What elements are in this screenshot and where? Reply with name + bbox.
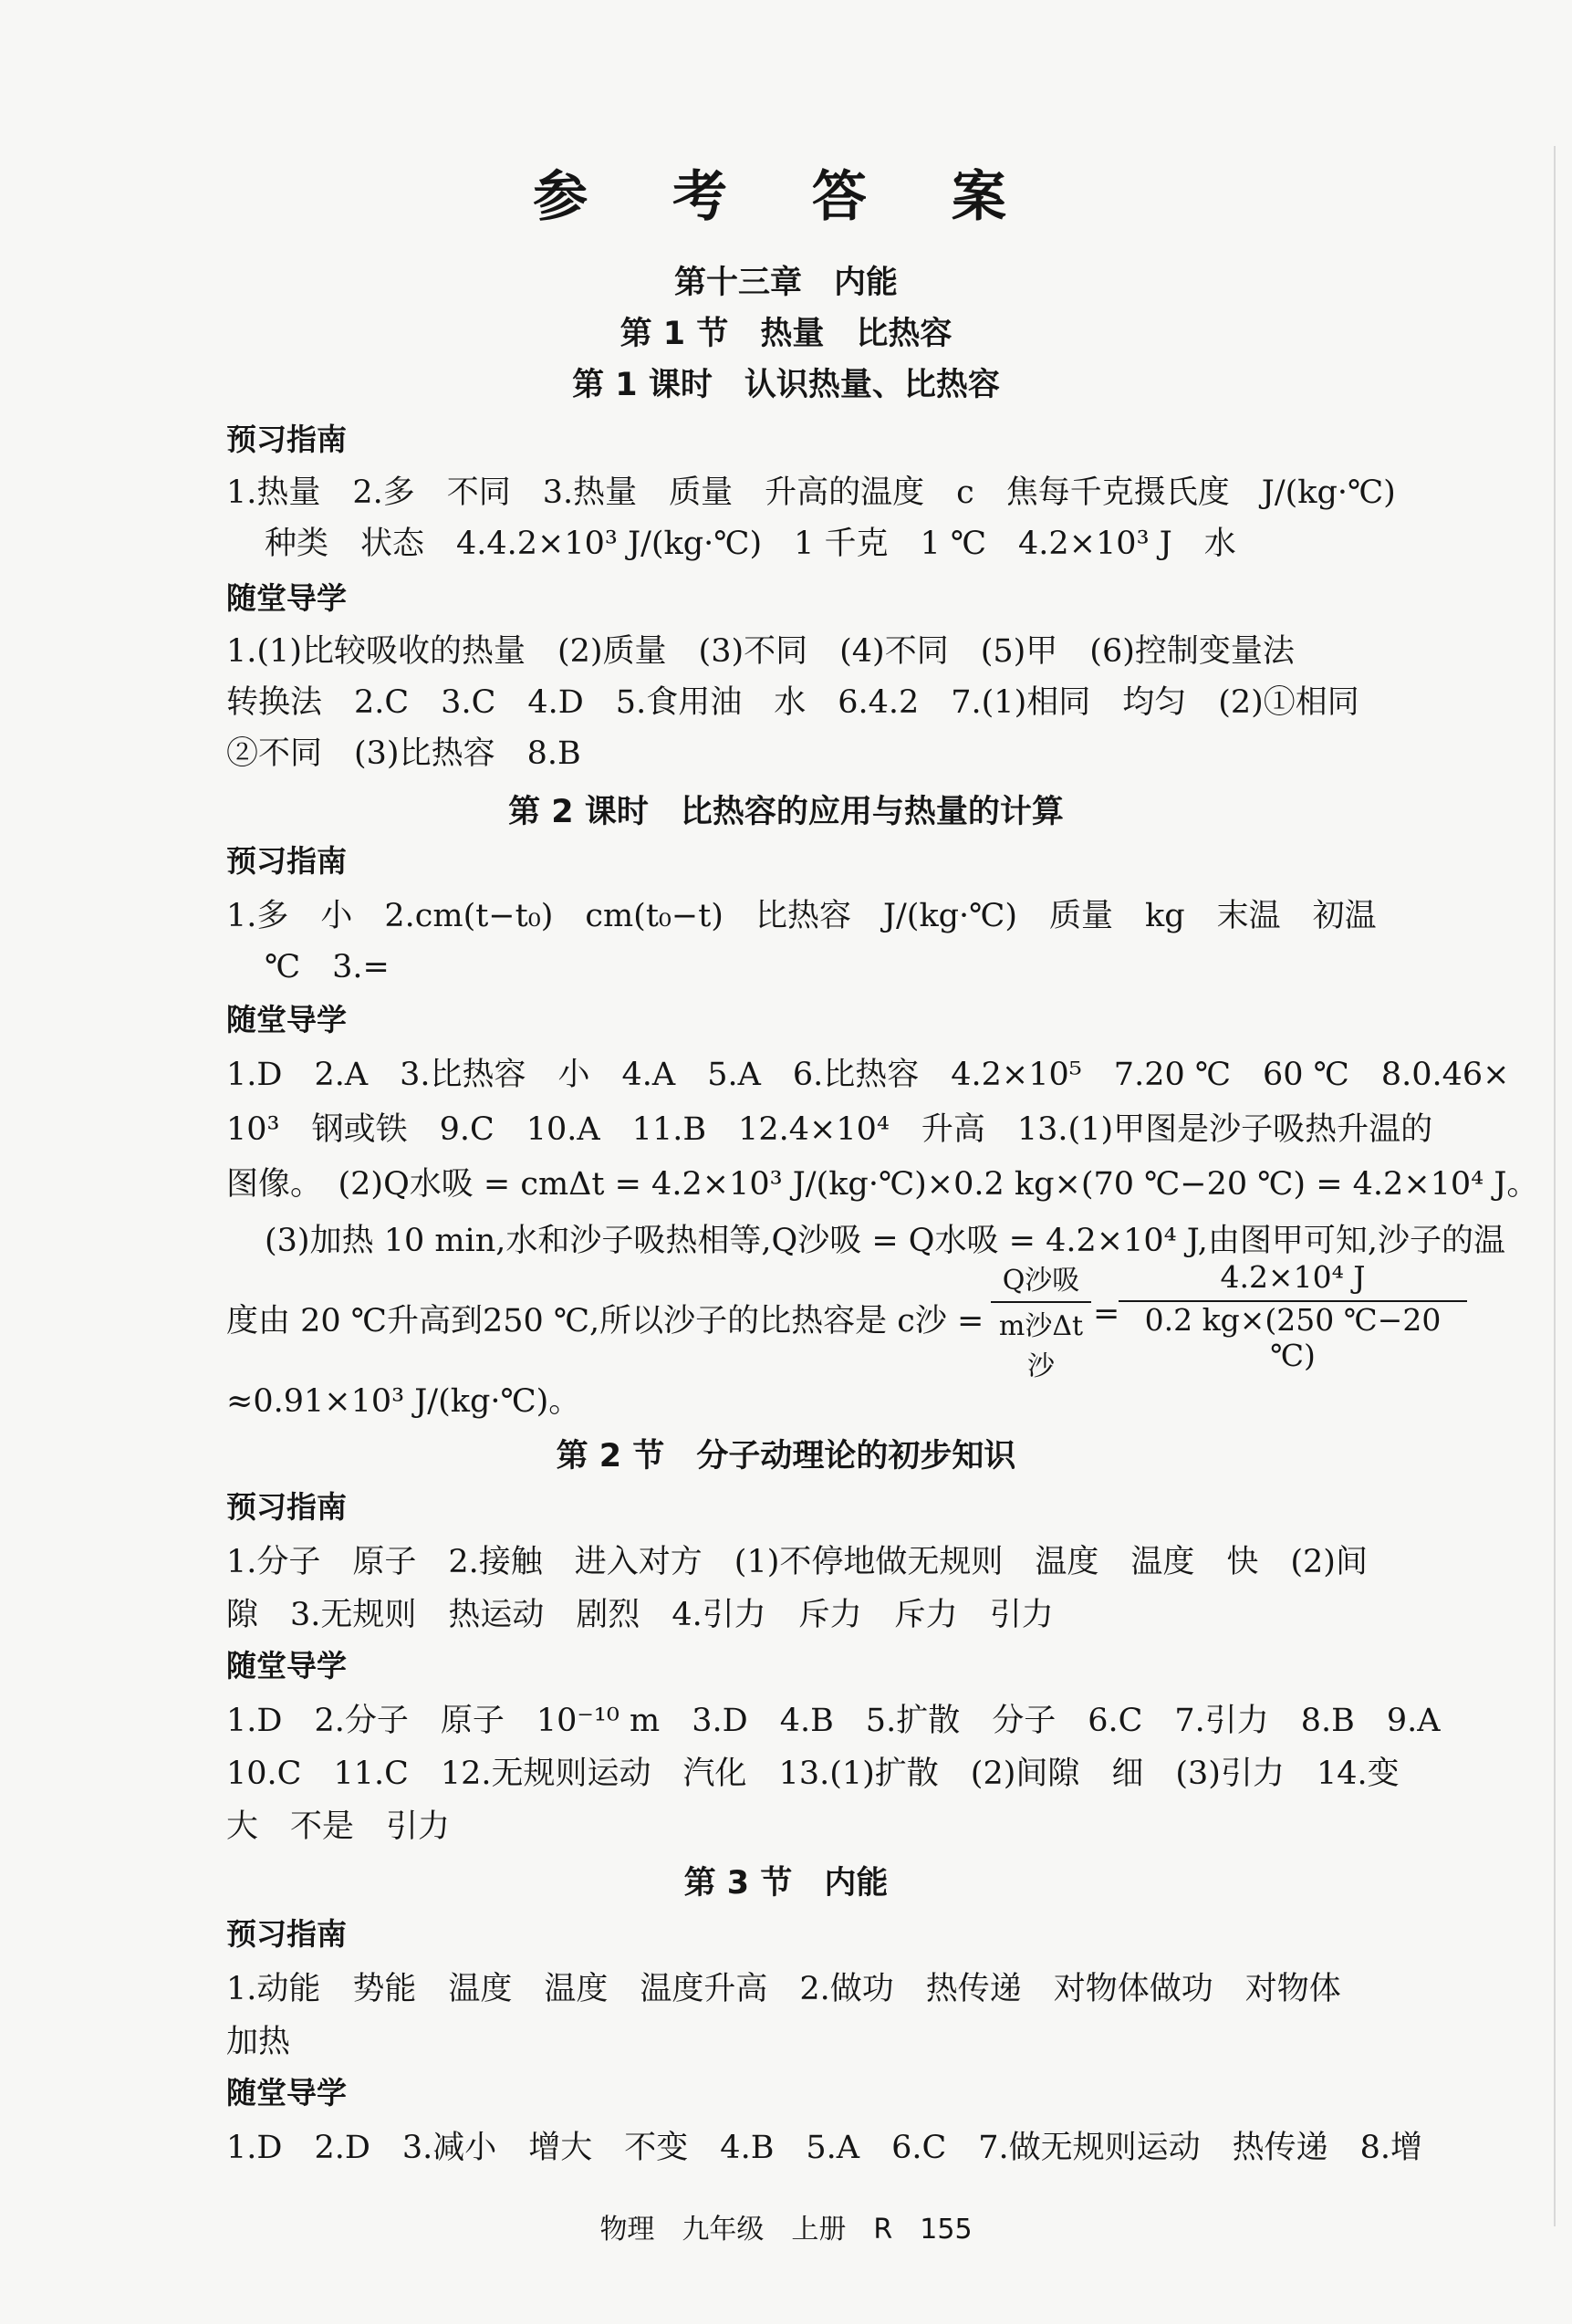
- answer-line: 1.多 小 2.cm(t−t₀) cm(t₀−t) 比热容 J/(kg·℃) 质量 kg 末温 初温: [226, 898, 1377, 934]
- lesson-1-heading: 第 1 课时 认识热量、比热容: [572, 367, 1000, 403]
- answer-line: 1.(1)比较吸收的热量 (2)质量 (3)不同 (4)不同 (5)甲 (6)控制变量法: [226, 633, 1295, 670]
- answer-line: ≈0.91×10³ J/(kg·℃)。: [226, 1383, 581, 1420]
- answer-line: 1.D 2.A 3.比热容 小 4.A 5.A 6.比热容 4.2×10⁵ 7.20 ℃ 60 ℃ 8.0.46×: [226, 1057, 1510, 1093]
- fraction-2-denominator: 0.2 kg×(250 ℃−20 ℃): [1144, 1302, 1442, 1373]
- answer-line: 大 不是 引力: [226, 1808, 451, 1845]
- preview-label: 预习指南: [226, 422, 347, 457]
- answer-line: 加热: [226, 2024, 291, 2060]
- answer-line: 种类 状态 4.4.2×10³ J/(kg·℃) 1 千克 1 ℃ 4.2×10³ J 水: [265, 526, 1236, 562]
- specific-heat-equation: [226, 1259, 1467, 1382]
- fraction-1: [991, 1257, 1091, 1383]
- page-title: 参 考 答 案: [533, 165, 1039, 229]
- answer-line: 1.动能 势能 温度 温度 温度升高 2.做功 热传递 对物体做功 对物体: [226, 1971, 1341, 2007]
- section-2-heading: 第 2 节 分子动理论的初步知识: [556, 1438, 1016, 1475]
- answer-line: 隙 3.无规则 热运动 剧烈 4.引力 斥力 斥力 引力: [226, 1597, 1054, 1633]
- equals-sign: =: [1093, 1296, 1120, 1332]
- guide-label: 随堂导学: [226, 2075, 347, 2110]
- page-footer: 物理 九年级 上册 R 155: [599, 2214, 973, 2246]
- answer-line: 1.分子 原子 2.接触 进入对方 (1)不停地做无规则 温度 温度 快 (2)间: [226, 1544, 1368, 1580]
- fraction-2: [1119, 1259, 1467, 1373]
- answer-line: ②不同 (3)比热容 8.B: [226, 735, 581, 772]
- section-3-heading: 第 3 节 内能: [683, 1865, 889, 1902]
- answer-line: (3)加热 10 min,水和沙子吸热相等,Q沙吸 = Q水吸 = 4.2×10⁴ J,由图甲可知,沙子的温: [265, 1223, 1505, 1259]
- answer-line: 10³ 钢或铁 9.C 10.A 11.B 12.4×10⁴ 升高 13.(1)甲图是沙子吸热升温的: [226, 1111, 1433, 1148]
- answer-line: 1.D 2.分子 原子 10⁻¹⁰ m 3.D 4.B 5.扩散 分子 6.C 7.引力 8.B 9.A: [226, 1703, 1441, 1739]
- fraction-2-numerator: 4.2×10⁴ J: [1119, 1259, 1467, 1302]
- chapter-heading: 第十三章 内能: [673, 265, 898, 301]
- preview-label: 预习指南: [226, 843, 347, 879]
- section-1-heading: 第 1 节 热量 比热容: [619, 316, 953, 352]
- margin-line: [1554, 146, 1556, 2226]
- equation-text: 度由 20 ℃升高到250 ℃,所以沙子的比热容是 c沙 =: [226, 1303, 984, 1339]
- answer-line: 1.D 2.D 3.减小 增大 不变 4.B 5.A 6.C 7.做无规则运动 热传递 8.增: [226, 2130, 1423, 2166]
- answer-line: 转换法 2.C 3.C 4.D 5.食用油 水 6.4.2 7.(1)相同 均匀 (2)①相同: [226, 684, 1359, 721]
- answer-line: 图像。 (2)Q水吸 = cmΔt = 4.2×10³ J/(kg·℃)×0.2 kg×(70 ℃−20 ℃) = 4.2×10⁴ J。: [226, 1166, 1539, 1203]
- answer-line: 1.热量 2.多 不同 3.热量 质量 升高的温度 c 焦每千克摄氏度 J/(kg·℃): [226, 474, 1396, 511]
- answer-line: ℃ 3.=: [265, 949, 390, 985]
- preview-label: 预习指南: [226, 1916, 347, 1952]
- guide-label: 随堂导学: [226, 1002, 347, 1037]
- preview-label: 预习指南: [226, 1489, 347, 1525]
- guide-label: 随堂导学: [226, 580, 347, 616]
- guide-label: 随堂导学: [226, 1648, 347, 1683]
- answer-line: 10.C 11.C 12.无规则运动 汽化 13.(1)扩散 (2)间隙 细 (3)引力 14.变: [226, 1756, 1400, 1792]
- fraction-1-numerator: Q沙吸: [991, 1257, 1091, 1303]
- lesson-2-heading: 第 2 课时 比热容的应用与热量的计算: [508, 794, 1064, 830]
- fraction-1-denominator: m沙Δt沙: [998, 1310, 1084, 1382]
